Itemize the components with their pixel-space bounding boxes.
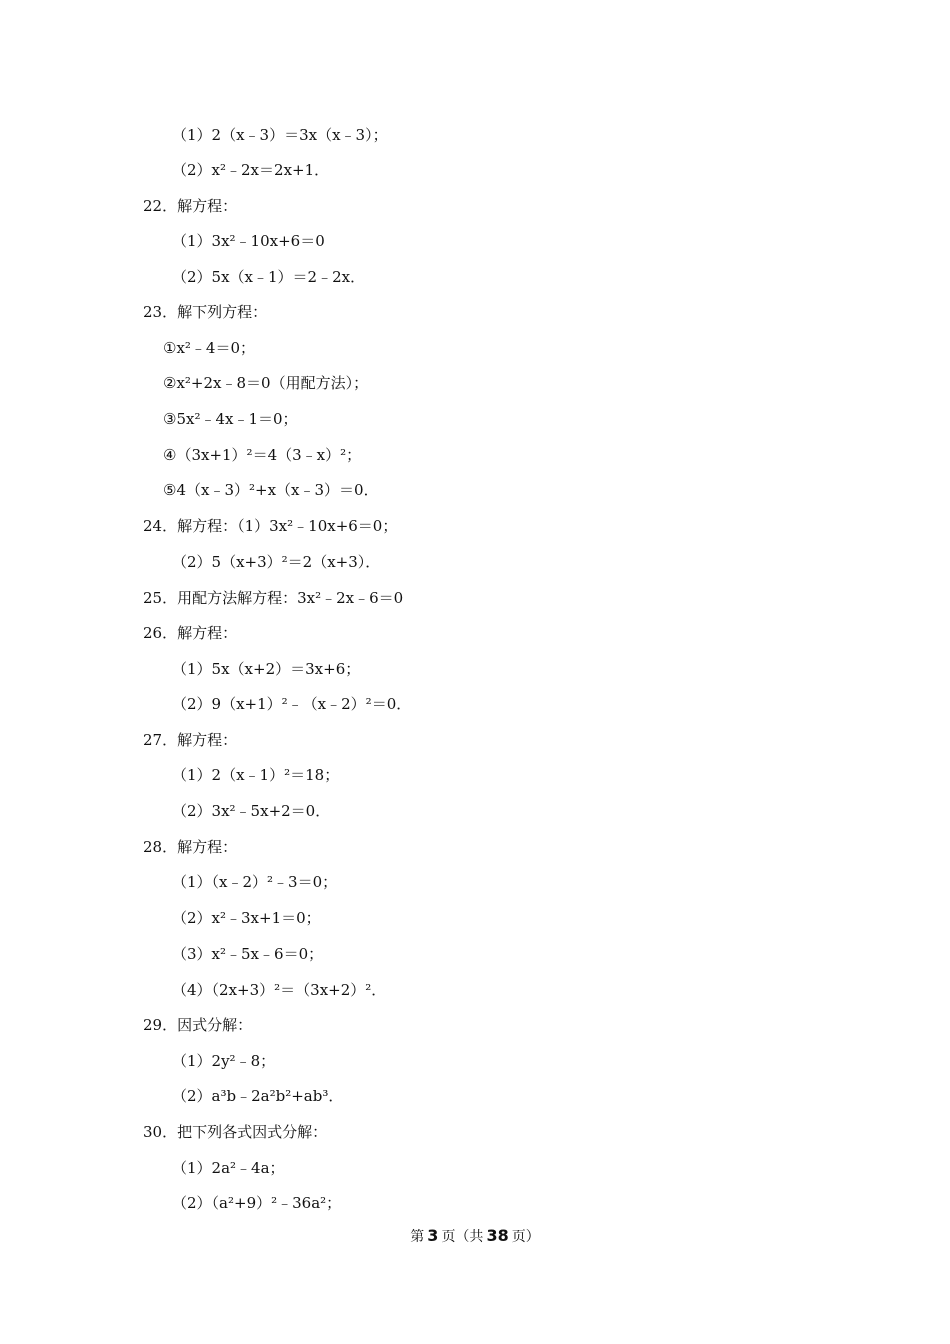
q21-part2: （2）x²﹣2x＝2x+1． xyxy=(172,161,330,179)
q27-part1: （1）2（x﹣1）²＝18； xyxy=(172,766,340,784)
q28-part2: （2）x²﹣3x+1＝0； xyxy=(172,909,321,927)
q23-item1: ①x²﹣4＝0； xyxy=(163,339,256,357)
q28-part1: （1）（x﹣2）²﹣3＝0； xyxy=(172,873,338,891)
q24-heading: 24．解方程：（1）3x²﹣10x+6＝0； xyxy=(143,517,398,535)
q30-part2: （2）（a²+9）²﹣36a²； xyxy=(172,1194,342,1212)
q24-part2: （2）5（x+3）²＝2（x+3）． xyxy=(172,553,381,571)
page-number: 3 xyxy=(427,1226,439,1245)
q23-heading: 23．解下列方程： xyxy=(143,303,268,321)
q23-item2: ②x²+2x﹣8＝0（用配方法）； xyxy=(163,374,369,392)
footer-prefix: 第 xyxy=(410,1229,425,1245)
total-pages: 38 xyxy=(486,1226,509,1245)
q28-part4: （4）（2x+3）²＝（3x+2）²． xyxy=(172,981,387,999)
q29-part2: （2）a³b﹣2a²b²+ab³． xyxy=(172,1087,344,1105)
footer-middle: 页（共 xyxy=(441,1229,484,1245)
q30-heading: 30．把下列各式因式分解： xyxy=(143,1123,328,1141)
q22-part2: （2）5x（x﹣1）＝2﹣2x． xyxy=(172,268,366,286)
q27-part2: （2）3x²﹣5x+2＝0． xyxy=(172,802,331,820)
footer-suffix: 页） xyxy=(511,1229,540,1245)
q23-item4: ④（3x+1）²＝4（3﹣x）²； xyxy=(163,446,362,464)
q23-item5: ⑤4（x﹣3）²+x（x﹣3）＝0． xyxy=(163,481,379,499)
q30-part1: （1）2a²﹣4a； xyxy=(172,1159,285,1177)
q28-part3: （3）x²﹣5x﹣6＝0； xyxy=(172,945,324,963)
q23-item3: ③5x²﹣4x﹣1＝0； xyxy=(163,410,298,428)
q29-part1: （1）2y²﹣8； xyxy=(172,1052,276,1070)
q27-heading: 27．解方程： xyxy=(143,731,238,749)
q21-part1: （1）2（x﹣3）＝3x（x﹣3）； xyxy=(172,126,388,144)
q26-heading: 26．解方程： xyxy=(143,624,238,642)
q28-heading: 28．解方程： xyxy=(143,838,238,856)
q29-heading: 29．因式分解： xyxy=(143,1016,253,1034)
page-footer xyxy=(0,1226,950,1246)
q22-part1: （1）3x²﹣10x+6＝0 xyxy=(172,232,325,250)
q26-part2: （2）9（x+1）²﹣（x﹣2）²＝0． xyxy=(172,695,412,713)
q22-heading: 22．解方程： xyxy=(143,197,238,215)
q25-heading: 25．用配方法解方程：3x²﹣2x﹣6＝0 xyxy=(143,589,404,607)
q26-part1: （1）5x（x+2）＝3x+6； xyxy=(172,660,361,678)
